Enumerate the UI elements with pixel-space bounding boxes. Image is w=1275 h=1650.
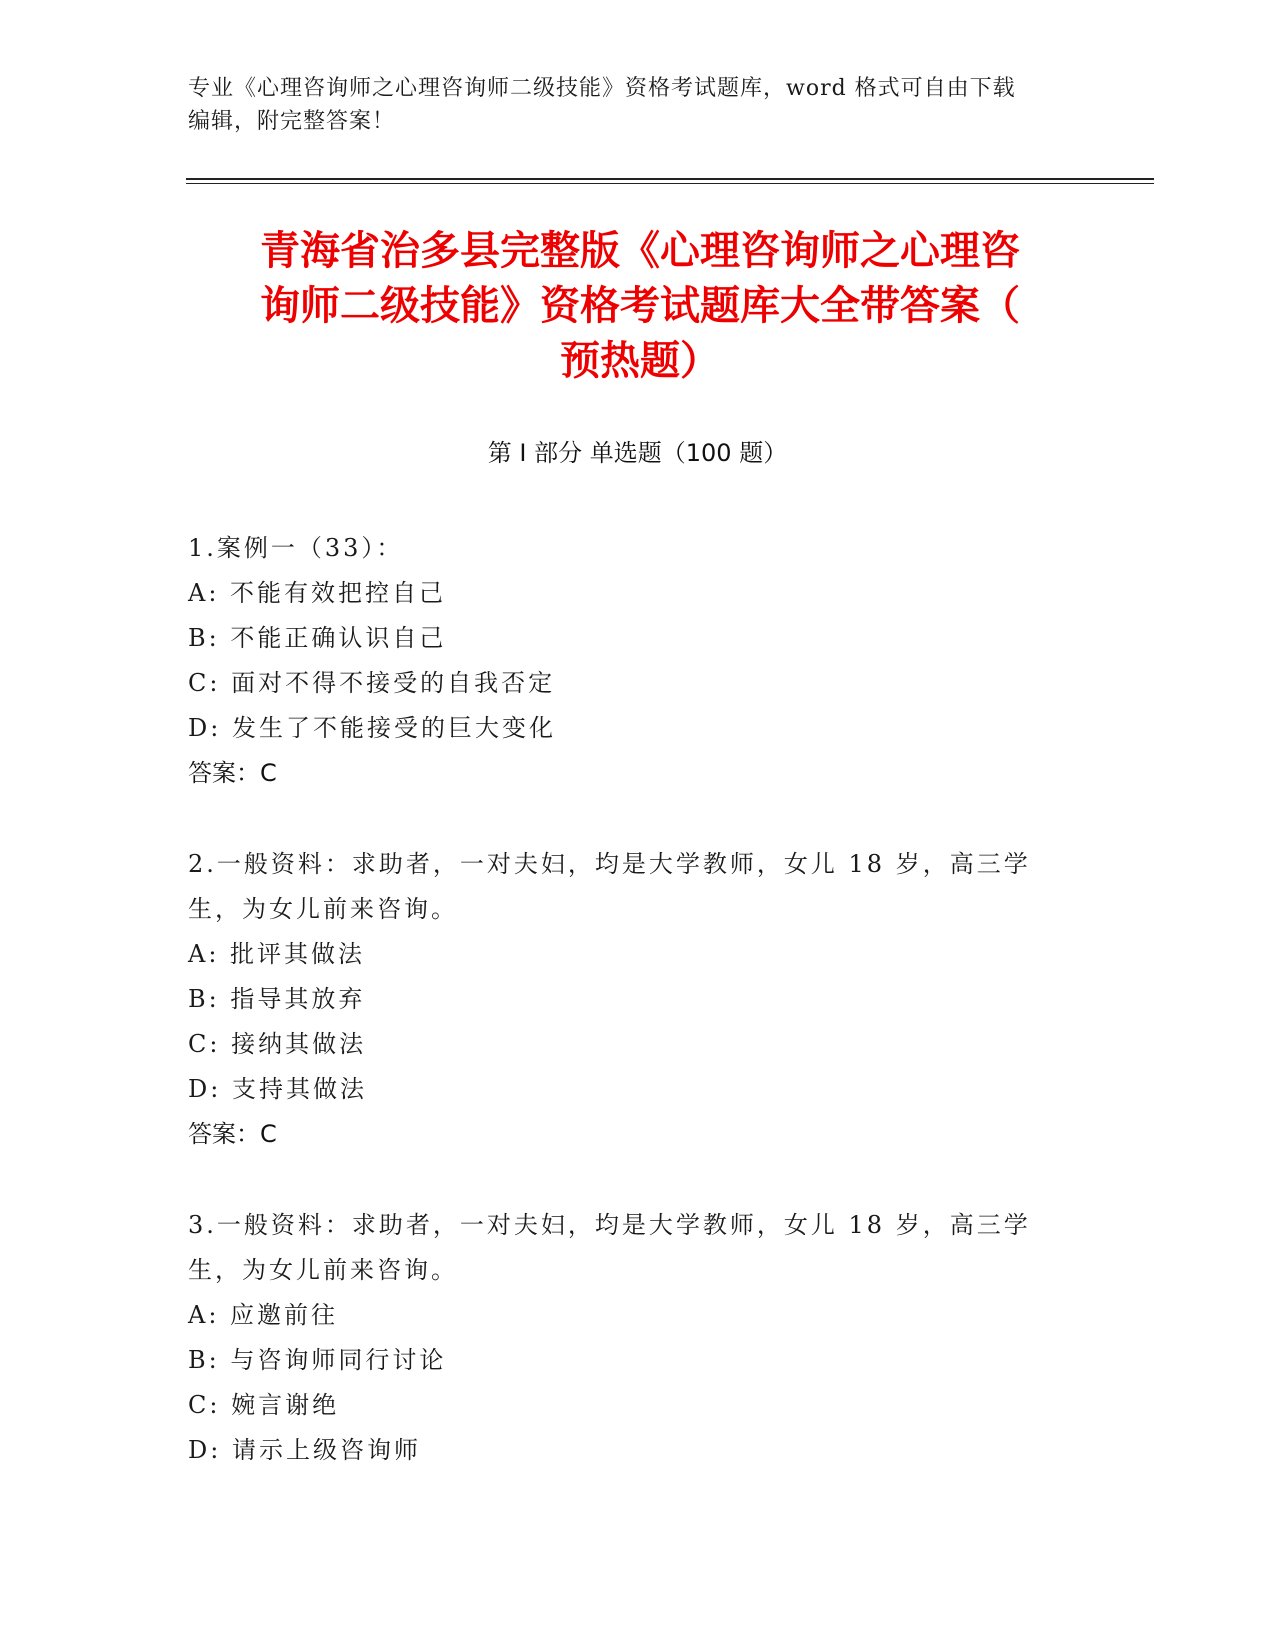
header-note-line: 编辑，附完整答案！	[188, 109, 396, 134]
question-answer: 答案：C	[188, 1120, 277, 1148]
question-option: C: 接纳其做法	[188, 1030, 367, 1058]
header-note-line: 专业《心理咨询师之心理咨询师二级技能》资格考试题库，word 格式可自由下载	[188, 76, 1016, 101]
question-option: C: 面对不得不接受的自我否定	[188, 669, 556, 697]
question-stem: 生，为女儿前来咨询。	[188, 895, 458, 923]
question-item	[188, 526, 1068, 796]
question-option: B: 不能正确认识自己	[188, 624, 447, 652]
question-stem: 2.一般资料：求助者，一对夫妇，均是大学教师，女儿 18 岁，高三学	[188, 850, 1031, 878]
question-option: B: 指导其放弃	[188, 985, 366, 1013]
question-option: D: 发生了不能接受的巨大变化	[188, 714, 556, 742]
document-title-line: 青海省治多县完整版《心理咨询师之心理咨	[260, 228, 1020, 274]
question-option: A: 应邀前往	[188, 1301, 339, 1329]
question-option: C: 婉言谢绝	[188, 1391, 340, 1419]
section-heading: 第 I 部分 单选题（100 题）	[487, 439, 788, 467]
question-option: A: 不能有效把控自己	[188, 579, 447, 607]
question-answer: 答案：C	[188, 759, 277, 787]
header-divider	[186, 183, 1154, 184]
question-option: D: 支持其做法	[188, 1075, 367, 1103]
document-title	[190, 224, 1090, 389]
question-stem: 生，为女儿前来咨询。	[188, 1256, 458, 1284]
question-option: A: 批评其做法	[188, 940, 366, 968]
document-title-line: 询师二级技能》资格考试题库大全带答案（	[260, 283, 1020, 329]
question-stem: 1.案例一（33）：	[188, 534, 404, 562]
header-note	[188, 72, 1088, 138]
question-item	[188, 1203, 1068, 1473]
header-divider	[186, 178, 1154, 180]
document-title-line: 预热题）	[560, 338, 720, 384]
question-list	[188, 526, 1068, 1519]
question-stem: 3.一般资料：求助者，一对夫妇，均是大学教师，女儿 18 岁，高三学	[188, 1211, 1031, 1239]
question-option: D: 请示上级咨询师	[188, 1436, 421, 1464]
question-option: B: 与咨询师同行讨论	[188, 1346, 447, 1374]
question-item	[188, 842, 1068, 1157]
